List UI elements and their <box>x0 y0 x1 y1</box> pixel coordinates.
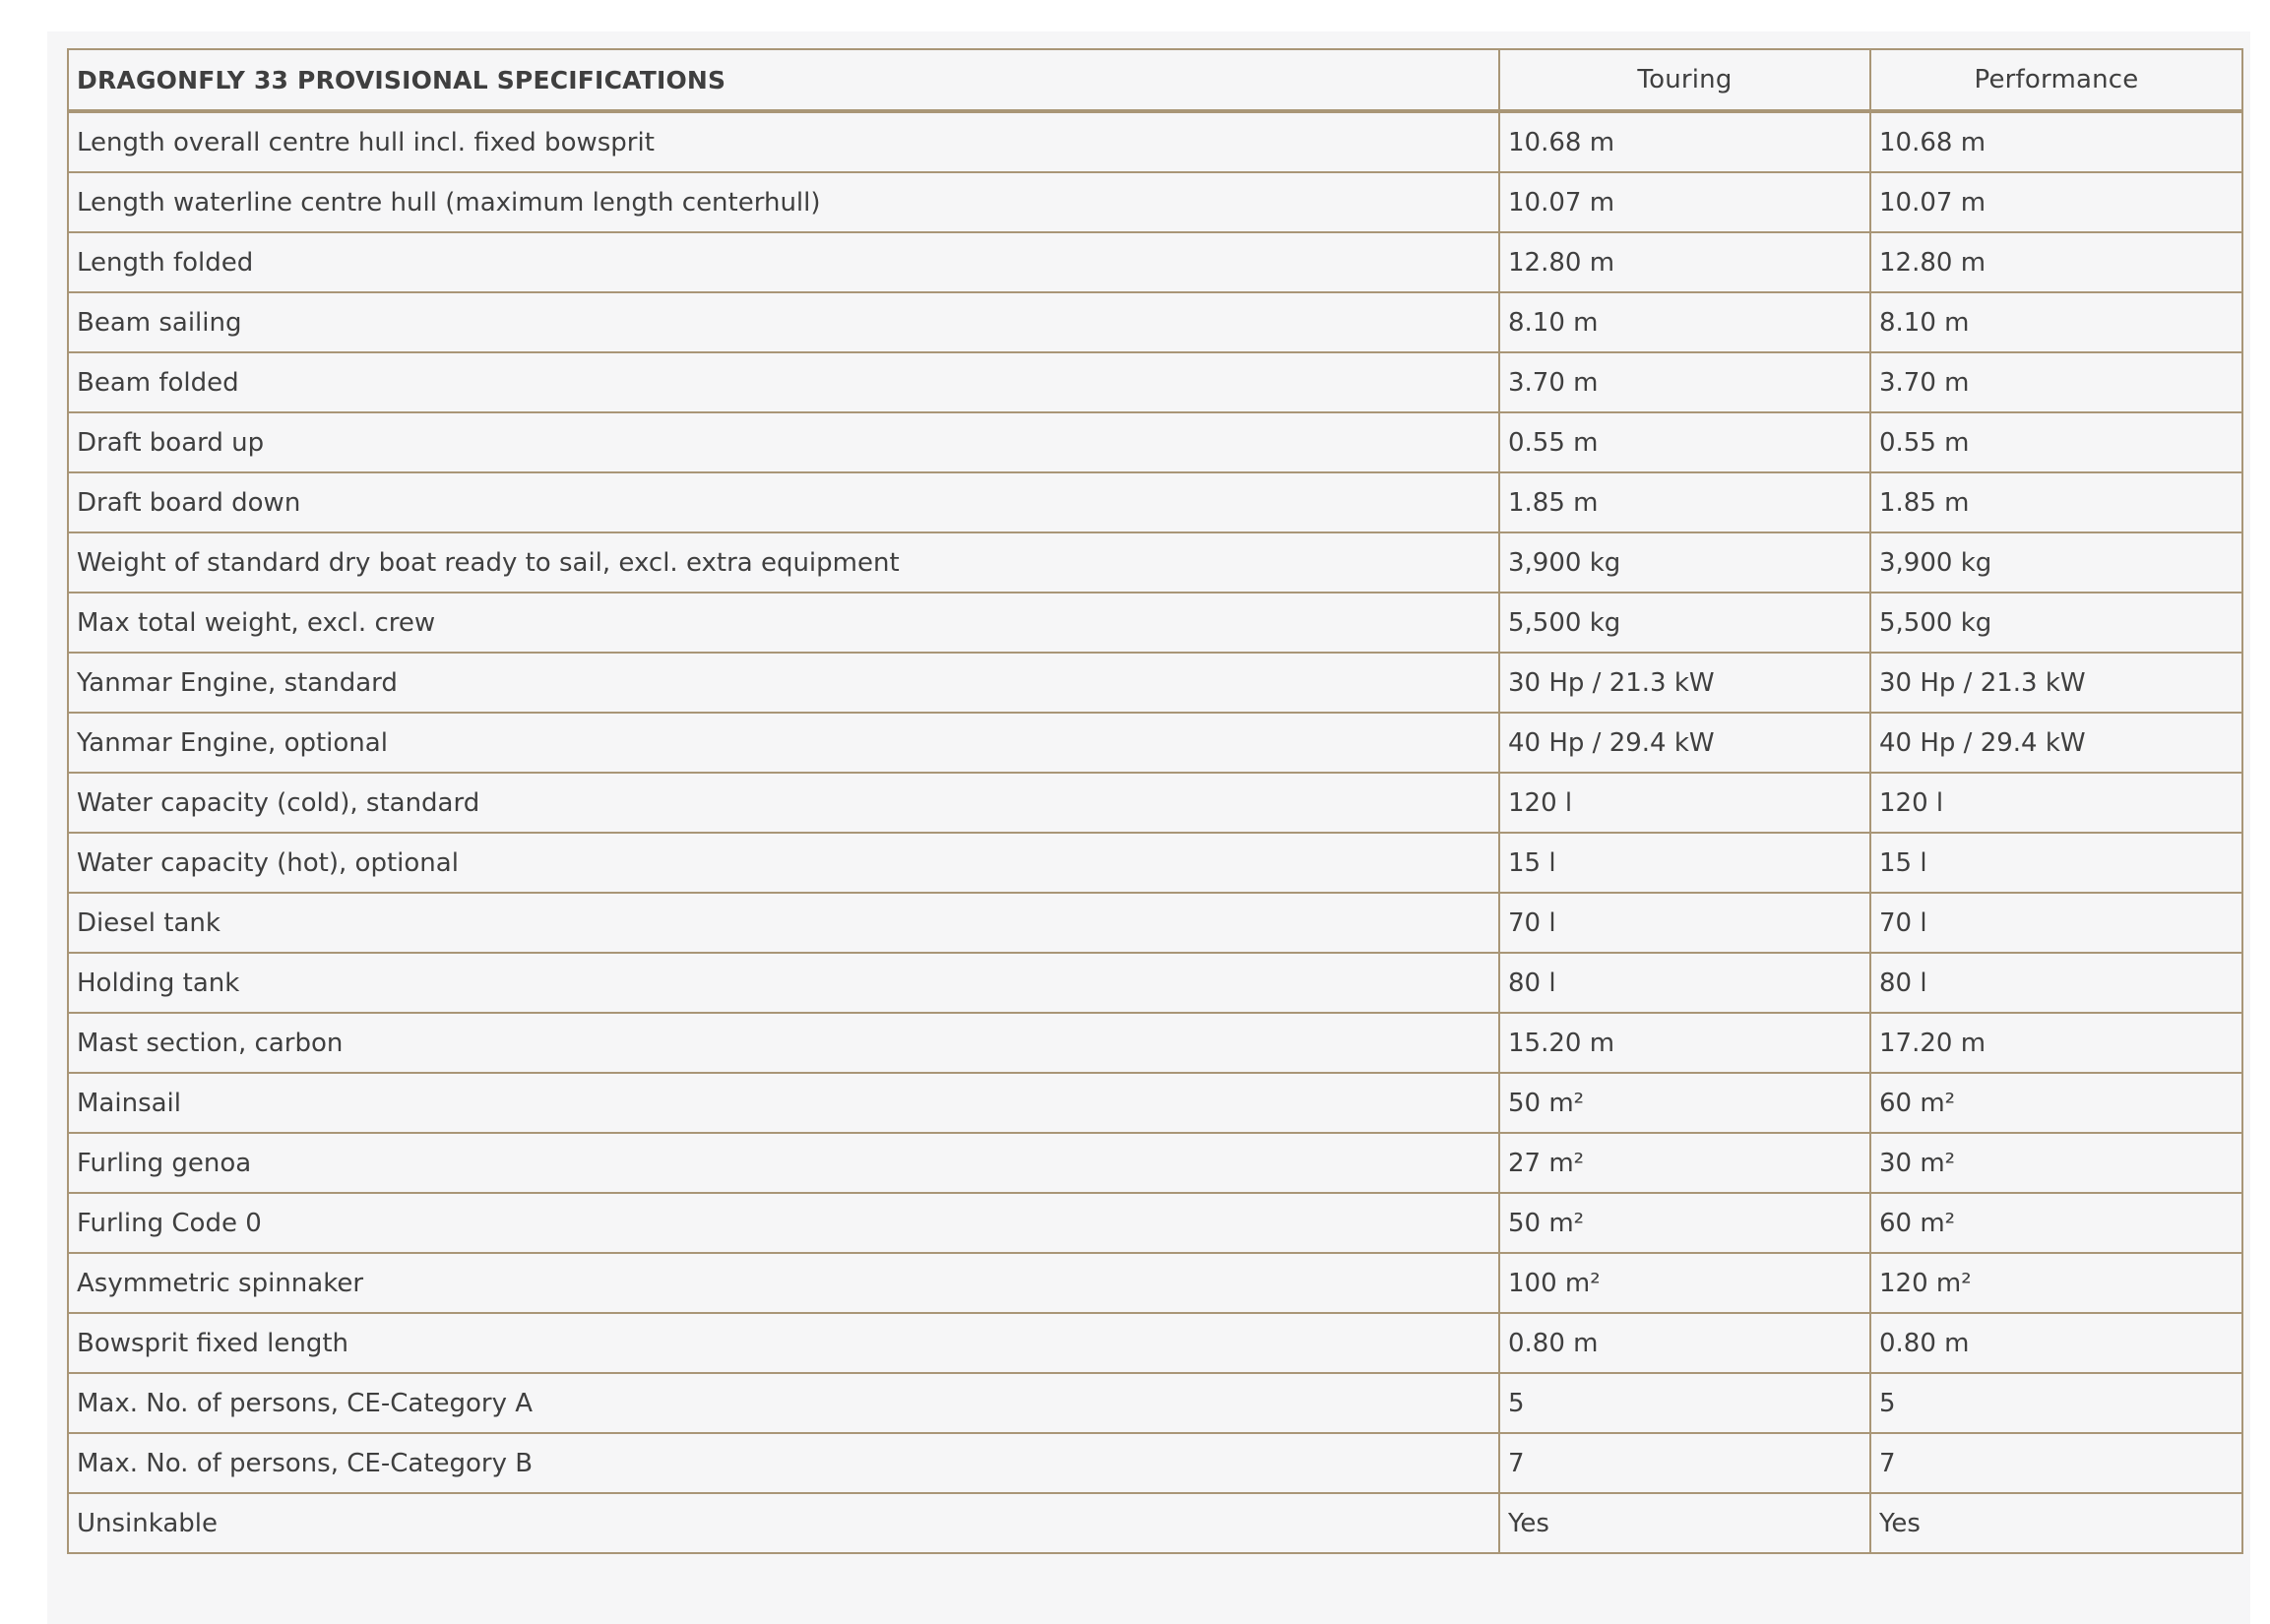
spec-label: Beam sailing <box>68 292 1499 352</box>
touring-value: 12.80 m <box>1499 232 1870 292</box>
column-header-touring: Touring <box>1499 49 1870 111</box>
spec-label: Yanmar Engine, standard <box>68 653 1499 713</box>
table-row <box>68 292 2242 352</box>
table-row <box>68 653 2242 713</box>
table-row <box>68 1073 2242 1133</box>
spec-label: Draft board up <box>68 412 1499 472</box>
touring-value: 40 Hp / 29.4 kW <box>1499 713 1870 773</box>
performance-value: 8.10 m <box>1870 292 2242 352</box>
spec-label: Water capacity (hot), optional <box>68 833 1499 893</box>
table-row <box>68 111 2242 172</box>
touring-value: 10.68 m <box>1499 111 1870 172</box>
touring-value: 0.55 m <box>1499 412 1870 472</box>
performance-value: 0.55 m <box>1870 412 2242 472</box>
table-row <box>68 1313 2242 1373</box>
performance-value: 17.20 m <box>1870 1013 2242 1073</box>
performance-value: 60 m² <box>1870 1073 2242 1133</box>
touring-value: 120 l <box>1499 773 1870 833</box>
table-row <box>68 472 2242 532</box>
performance-value: 0.80 m <box>1870 1313 2242 1373</box>
spec-label: Max. No. of persons, CE-Category B <box>68 1433 1499 1493</box>
specifications-table <box>67 48 2243 1554</box>
touring-value: 3.70 m <box>1499 352 1870 412</box>
table-row <box>68 1433 2242 1493</box>
table-row <box>68 412 2242 472</box>
performance-value: 80 l <box>1870 953 2242 1013</box>
table-row <box>68 1133 2242 1193</box>
performance-value: 40 Hp / 29.4 kW <box>1870 713 2242 773</box>
spec-label: Asymmetric spinnaker <box>68 1253 1499 1313</box>
table-row <box>68 1493 2242 1553</box>
performance-value: 30 m² <box>1870 1133 2242 1193</box>
performance-value: 10.07 m <box>1870 172 2242 232</box>
performance-value: 60 m² <box>1870 1193 2242 1253</box>
touring-value: 15.20 m <box>1499 1013 1870 1073</box>
spec-label: Water capacity (cold), standard <box>68 773 1499 833</box>
spec-label: Weight of standard dry boat ready to sail, excl. extra equipment <box>68 532 1499 593</box>
touring-value: 5,500 kg <box>1499 593 1870 653</box>
spec-label: Mast section, carbon <box>68 1013 1499 1073</box>
spec-label: Length overall centre hull incl. fixed bowsprit <box>68 111 1499 172</box>
touring-value: 15 l <box>1499 833 1870 893</box>
spec-label: Length folded <box>68 232 1499 292</box>
touring-value: 27 m² <box>1499 1133 1870 1193</box>
table-title: DRAGONFLY 33 PROVISIONAL SPECIFICATIONS <box>68 49 1499 111</box>
touring-value: 10.07 m <box>1499 172 1870 232</box>
performance-value: 120 m² <box>1870 1253 2242 1313</box>
table-body <box>68 111 2242 1553</box>
touring-value: 70 l <box>1499 893 1870 953</box>
performance-value: 3.70 m <box>1870 352 2242 412</box>
performance-value: 70 l <box>1870 893 2242 953</box>
table-row <box>68 1193 2242 1253</box>
performance-value: 7 <box>1870 1433 2242 1493</box>
spec-label: Unsinkable <box>68 1493 1499 1553</box>
spec-label: Diesel tank <box>68 893 1499 953</box>
touring-value: 100 m² <box>1499 1253 1870 1313</box>
table-row <box>68 532 2242 593</box>
table-row <box>68 833 2242 893</box>
table-row <box>68 352 2242 412</box>
spec-label: Length waterline centre hull (maximum length centerhull) <box>68 172 1499 232</box>
spec-label: Furling genoa <box>68 1133 1499 1193</box>
spec-label: Yanmar Engine, optional <box>68 713 1499 773</box>
spec-label: Holding tank <box>68 953 1499 1013</box>
touring-value: Yes <box>1499 1493 1870 1553</box>
table-row <box>68 1373 2242 1433</box>
table-row <box>68 1253 2242 1313</box>
performance-value: 30 Hp / 21.3 kW <box>1870 653 2242 713</box>
table-row <box>68 713 2242 773</box>
performance-value: 10.68 m <box>1870 111 2242 172</box>
spec-label: Beam folded <box>68 352 1499 412</box>
specifications-panel <box>47 31 2250 1624</box>
spec-label: Furling Code 0 <box>68 1193 1499 1253</box>
performance-value: 5,500 kg <box>1870 593 2242 653</box>
touring-value: 80 l <box>1499 953 1870 1013</box>
table-row <box>68 953 2242 1013</box>
table-row <box>68 893 2242 953</box>
column-header-performance: Performance <box>1870 49 2242 111</box>
performance-value: 5 <box>1870 1373 2242 1433</box>
spec-label: Max total weight, excl. crew <box>68 593 1499 653</box>
performance-value: 12.80 m <box>1870 232 2242 292</box>
spec-label: Mainsail <box>68 1073 1499 1133</box>
table-row <box>68 593 2242 653</box>
table-header <box>68 49 2242 111</box>
touring-value: 1.85 m <box>1499 472 1870 532</box>
touring-value: 50 m² <box>1499 1193 1870 1253</box>
performance-value: 120 l <box>1870 773 2242 833</box>
touring-value: 8.10 m <box>1499 292 1870 352</box>
spec-label: Bowsprit fixed length <box>68 1313 1499 1373</box>
header-row <box>68 49 2242 111</box>
touring-value: 7 <box>1499 1433 1870 1493</box>
spec-label: Draft board down <box>68 472 1499 532</box>
touring-value: 30 Hp / 21.3 kW <box>1499 653 1870 713</box>
table-row <box>68 232 2242 292</box>
table-row <box>68 172 2242 232</box>
performance-value: 3,900 kg <box>1870 532 2242 593</box>
table-row <box>68 1013 2242 1073</box>
touring-value: 5 <box>1499 1373 1870 1433</box>
performance-value: 1.85 m <box>1870 472 2242 532</box>
touring-value: 3,900 kg <box>1499 532 1870 593</box>
touring-value: 0.80 m <box>1499 1313 1870 1373</box>
table-row <box>68 773 2242 833</box>
performance-value: Yes <box>1870 1493 2242 1553</box>
touring-value: 50 m² <box>1499 1073 1870 1133</box>
spec-label: Max. No. of persons, CE-Category A <box>68 1373 1499 1433</box>
performance-value: 15 l <box>1870 833 2242 893</box>
